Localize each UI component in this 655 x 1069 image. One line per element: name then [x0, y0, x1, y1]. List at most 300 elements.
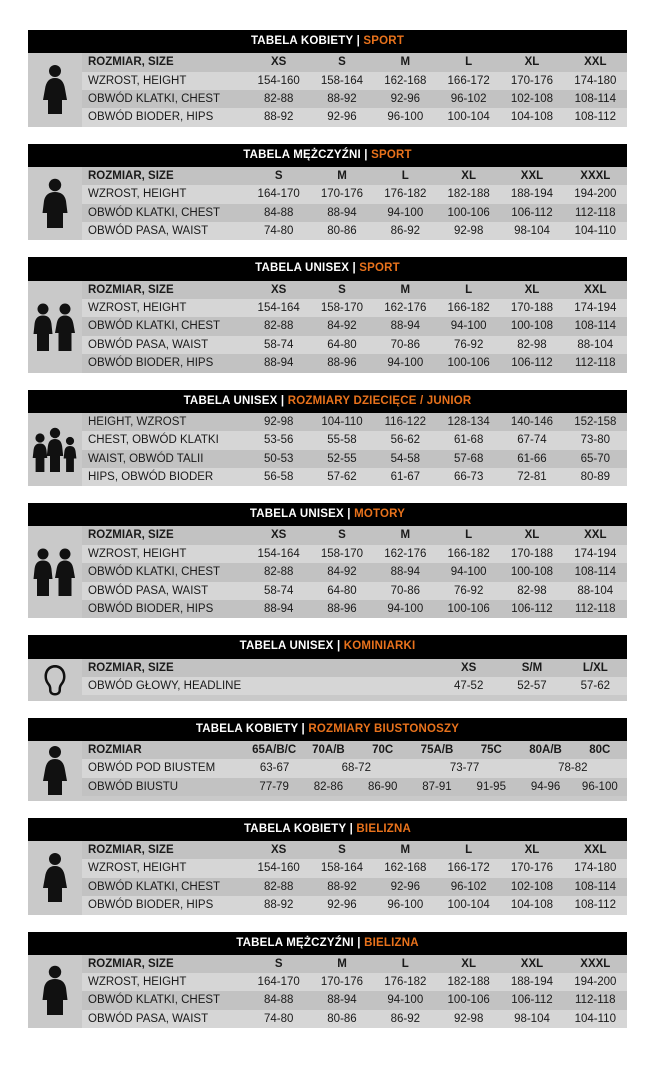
table-header-cell: XL [461, 169, 476, 182]
table-cell: 96-100 [581, 780, 618, 793]
table-title-accent: ROZMIARY DZIECIĘCE / JUNIOR [287, 394, 472, 407]
table-cell: 87-91 [422, 780, 452, 793]
table-row [82, 72, 627, 90]
table-cell: 84-88 [263, 994, 294, 1007]
table-cell: 73-77 [449, 762, 480, 775]
table-header-row [82, 526, 627, 544]
table-cell: 92-98 [263, 415, 294, 428]
table-cell: 106-112 [511, 994, 553, 1007]
table-title [28, 635, 627, 658]
table-cells [247, 431, 627, 449]
table-cell: 108-112 [574, 111, 616, 124]
table-header-cell: L [465, 529, 473, 542]
table-cell: 104-110 [574, 1012, 616, 1025]
table-body [28, 281, 627, 373]
table-cell: 174-180 [574, 862, 617, 875]
table-cell: 170-188 [510, 302, 554, 315]
table-row-label: OBWÓD KLATKI, CHEST [88, 206, 221, 219]
table-header-cell: S [274, 169, 283, 182]
table-cells [247, 185, 627, 203]
table-cell: 182-188 [447, 188, 490, 201]
table-header-cell: S/M [521, 661, 543, 674]
table-cells [247, 582, 627, 600]
table-cell: 108-114 [574, 92, 616, 105]
table-header-cell: XXL [584, 529, 607, 542]
table-rows [82, 841, 627, 915]
balaclava-icon [28, 659, 82, 701]
table-cell: 182-188 [447, 976, 490, 989]
table-row-label: OBWÓD GŁOWY, HEADLINE [88, 679, 242, 692]
table-row-label: OBWÓD KLATKI, CHEST [88, 566, 221, 579]
table-title-main: TABELA UNISEX [183, 394, 278, 407]
table-title-main: TABELA KOBIETY [195, 722, 299, 735]
table-header-cell: M [400, 844, 411, 856]
table-header-cell [310, 659, 373, 677]
table-row [82, 90, 627, 108]
table-cell: 88-94 [263, 602, 294, 615]
table-row-label: OBWÓD POD BIUSTEM [88, 762, 216, 775]
table-cell: 82-98 [517, 338, 547, 351]
table-cell: 100-104 [447, 899, 490, 912]
table-row [82, 878, 627, 896]
table-title-main: TABELA MĘŻCZYŹNI [243, 148, 361, 161]
table-title [28, 503, 627, 526]
size-table [28, 818, 627, 915]
table-cell: 91-95 [476, 780, 506, 793]
table-title-accent: BIELIZNA [356, 822, 412, 835]
table-cell: 80-89 [580, 470, 611, 483]
table-row [82, 896, 627, 914]
table-header-cell: L/XL [582, 661, 608, 674]
table-row [82, 859, 627, 877]
table-row [82, 222, 627, 240]
table-title [28, 718, 627, 741]
table-row-label: WZROST, HEIGHT [88, 74, 187, 87]
table-header-cell: 75C [480, 743, 502, 756]
table-row [82, 354, 627, 372]
table-rows [82, 659, 627, 701]
table-header-cell: XS [270, 844, 287, 856]
table-header-row [82, 53, 627, 71]
table-cell: 162-176 [384, 547, 427, 560]
table-cell: 164-170 [257, 188, 300, 201]
table-cell: 188-194 [510, 976, 554, 989]
table-cell: 176-182 [384, 188, 427, 201]
size-table [28, 30, 627, 127]
table-cell: 56-62 [390, 434, 421, 447]
table-cell: 72-81 [517, 470, 547, 483]
table-row-label: OBWÓD BIODER, HIPS [88, 899, 214, 912]
table-cell: 154-164 [257, 302, 300, 315]
table-header-cell: 65A/B/C [252, 743, 297, 756]
size-table [28, 932, 627, 1029]
table-cell: 64-80 [327, 584, 357, 597]
table-row-label: WZROST, HEIGHT [88, 188, 187, 201]
table-row [82, 299, 627, 317]
table-row [82, 204, 627, 222]
table-cell: 100-106 [447, 602, 490, 615]
table-title-separator: | [343, 508, 355, 521]
man-icon [28, 955, 82, 1029]
table-cells [247, 281, 627, 299]
table-body [28, 741, 627, 801]
table-cell: 61-66 [517, 452, 547, 465]
table-row [82, 108, 627, 126]
table-cell: 88-92 [263, 899, 294, 912]
table-cell: 170-176 [320, 976, 364, 989]
table-cell: 94-100 [387, 206, 424, 219]
table-cell: 92-96 [327, 899, 357, 912]
table-cell: 70-86 [390, 338, 421, 351]
table-title-accent: SPORT [363, 35, 405, 47]
table-cell: 57-68 [453, 452, 484, 465]
table-cell: 108-112 [574, 899, 616, 912]
table-cell: 78-82 [558, 762, 588, 775]
table-row-label: CHEST, OBWÓD KLATKI [88, 434, 219, 447]
table-header-cell: XXXL [580, 957, 611, 970]
table-cell: 112-118 [575, 357, 616, 370]
table-cell: 104-110 [574, 225, 616, 238]
table-cells [247, 659, 627, 677]
table-cell: 61-67 [390, 470, 421, 483]
table-cell: 53-56 [263, 434, 294, 447]
table-title [28, 390, 627, 413]
table-cells [247, 859, 627, 877]
table-cell: 55-58 [327, 434, 357, 447]
table-header-label: ROZMIAR, SIZE [88, 529, 174, 542]
table-cell: 162-168 [384, 862, 427, 875]
table-title [28, 30, 627, 53]
table-cell: 88-96 [327, 357, 357, 370]
table-cell: 65-70 [580, 452, 611, 465]
table-cells [247, 336, 627, 354]
table-row-label: OBWÓD BIODER, HIPS [88, 357, 214, 370]
table-header-label: ROZMIAR, SIZE [88, 169, 174, 182]
table-cell: 164-170 [257, 976, 300, 989]
table-cell: 61-68 [453, 434, 484, 447]
table-header-label: ROZMIAR, SIZE [88, 844, 174, 856]
table-cell: 73-80 [580, 434, 611, 447]
table-cell: 108-114 [574, 320, 616, 333]
table-cell: 102-108 [510, 880, 554, 893]
table-cell: 188-194 [510, 188, 554, 201]
kids-icon [28, 413, 82, 487]
table-body [28, 659, 627, 701]
table-cell: 96-102 [450, 92, 487, 105]
table-title [28, 257, 627, 280]
table-cells [247, 72, 627, 90]
table-cell: 166-172 [447, 862, 490, 875]
table-cell: 88-96 [327, 602, 357, 615]
table-cell: 96-100 [387, 111, 424, 124]
table-header-cell: M [400, 283, 411, 296]
table-row-label: OBWÓD PASA, WAIST [88, 1012, 209, 1025]
table-cell: 94-100 [387, 357, 424, 370]
table-cell [374, 677, 437, 695]
table-title-separator: | [353, 35, 364, 47]
table-cells [247, 167, 627, 185]
table-cells [247, 741, 627, 759]
table-cell: 106-112 [511, 357, 553, 370]
table-cell: 80-86 [327, 1012, 357, 1025]
table-cell: 80-86 [327, 225, 357, 238]
table-row [82, 600, 627, 618]
table-cell: 112-118 [575, 994, 616, 1007]
table-title-accent: SPORT [359, 262, 400, 275]
table-cell: 52-57 [517, 679, 547, 692]
table-cells [247, 108, 627, 126]
table-cell: 106-112 [511, 602, 553, 615]
table-cell: 88-104 [577, 584, 614, 597]
table-body [28, 53, 627, 127]
table-cell: 174-194 [574, 302, 617, 315]
table-header-cell: XL [524, 529, 540, 542]
table-cell: 176-182 [384, 976, 427, 989]
table-cell: 108-114 [574, 566, 616, 579]
table-cell: 94-96 [530, 780, 561, 793]
table-cell: 84-92 [327, 320, 357, 333]
table-cell: 74-80 [263, 1012, 294, 1025]
size-table [28, 718, 627, 801]
table-cell: 104-108 [510, 899, 554, 912]
table-cell: 82-98 [517, 584, 547, 597]
table-row-label: HEIGHT, WZROST [88, 415, 187, 428]
table-cell: 174-194 [574, 547, 617, 560]
table-header-cell: XXL [520, 957, 544, 970]
table-cells [247, 600, 627, 618]
table-header-row [82, 281, 627, 299]
table-cells [247, 204, 627, 222]
table-row-label: OBWÓD PASA, WAIST [88, 225, 209, 238]
table-cell: 108-114 [574, 880, 616, 893]
table-cell: 98-104 [514, 225, 550, 238]
table-header-cell: XL [524, 844, 540, 856]
table-cell: 58-74 [263, 338, 294, 351]
table-row-label: WZROST, HEIGHT [88, 302, 187, 315]
table-header-cell: S [338, 844, 346, 856]
table-cell: 194-200 [574, 188, 617, 201]
table-header-label: ROZMIAR, SIZE [88, 661, 174, 674]
table-cell: 82-86 [313, 780, 344, 793]
table-header-cell: XXL [584, 283, 607, 296]
table-header-label: ROZMIAR, SIZE [88, 56, 174, 69]
table-cell: 66-73 [453, 470, 484, 483]
size-table [28, 503, 627, 618]
woman-icon [28, 841, 82, 915]
table-row-label: OBWÓD BIODER, HIPS [88, 111, 214, 124]
table-cell: 92-98 [453, 1012, 484, 1025]
table-header-row [82, 659, 627, 677]
table-cell: 88-92 [327, 880, 357, 893]
table-cell: 88-94 [327, 206, 357, 219]
table-row [82, 413, 627, 431]
table-cells [247, 545, 627, 563]
table-header-cell: 75A/B [420, 743, 454, 756]
table-header-cell: XS [270, 283, 287, 296]
table-row-label: WZROST, HEIGHT [88, 976, 187, 989]
table-row-label: OBWÓD KLATKI, CHEST [88, 92, 221, 105]
table-cell: 140-146 [510, 415, 554, 428]
table-cells [247, 299, 627, 317]
table-row [82, 185, 627, 203]
table-row-label: OBWÓD KLATKI, CHEST [88, 880, 221, 893]
table-cell: 94-100 [387, 994, 424, 1007]
table-rows [82, 281, 627, 373]
table-header-cell: XL [524, 283, 540, 296]
table-row [82, 468, 627, 486]
table-header-cell: S [338, 529, 346, 542]
table-cell: 158-170 [320, 547, 364, 560]
table-header-cell: XXXL [580, 169, 611, 182]
table-cell: 194-200 [574, 976, 617, 989]
table-cell: 112-118 [575, 206, 616, 219]
table-cell: 88-104 [577, 338, 614, 351]
table-cell: 106-112 [511, 206, 553, 219]
table-cell: 68-72 [341, 762, 371, 775]
table-header-cell: XL [461, 957, 476, 970]
table-header-label: ROZMIAR, SIZE [88, 283, 174, 296]
table-cell: 100-106 [447, 357, 490, 370]
table-cells [247, 90, 627, 108]
table-row-label: WZROST, HEIGHT [88, 862, 187, 875]
table-header-cell: M [337, 957, 347, 970]
table-rows [82, 741, 627, 801]
table-cell: 88-94 [327, 994, 357, 1007]
table-cell: 84-88 [263, 206, 294, 219]
table-header-label: ROZMIAR, SIZE [88, 957, 174, 970]
table-row-label: WZROST, HEIGHT [88, 547, 187, 560]
table-cell: 82-88 [263, 880, 294, 893]
table-cell: 86-92 [390, 225, 421, 238]
table-cell [310, 677, 373, 695]
table-title-main: TABELA KOBIETY [250, 35, 354, 47]
table-cell: 52-55 [327, 452, 357, 465]
table-cell: 77-79 [259, 780, 289, 793]
table-row [82, 431, 627, 449]
table-cell: 88-94 [390, 320, 421, 333]
table-cell: 82-88 [263, 566, 294, 579]
table-cell: 102-108 [510, 92, 554, 105]
table-row [82, 778, 627, 796]
table-cell: 100-106 [447, 994, 490, 1007]
size-table [28, 144, 627, 241]
table-cell: 116-122 [384, 415, 426, 428]
table-rows [82, 526, 627, 618]
table-cell: 158-164 [320, 74, 364, 87]
table-title-separator: | [349, 262, 360, 275]
table-header-cell: L [465, 844, 473, 856]
table-cell: 104-108 [510, 111, 554, 124]
table-title-separator: | [360, 148, 372, 161]
table-title-separator: | [277, 394, 288, 407]
table-cell: 166-172 [447, 74, 490, 87]
table-cells [247, 973, 627, 991]
table-title-separator: | [298, 722, 309, 735]
table-cell: 64-80 [327, 338, 357, 351]
table-header-cell: XL [524, 56, 540, 69]
table-header-cell: XXL [584, 844, 607, 856]
table-title-accent: MOTORY [354, 508, 406, 521]
table-cell: 154-164 [257, 547, 300, 560]
table-cell: 158-164 [320, 862, 364, 875]
table-title-main: TABELA UNISEX [255, 262, 350, 275]
table-row-label: OBWÓD PASA, WAIST [88, 584, 209, 597]
table-row-label: HIPS, OBWÓD BIODER [88, 470, 214, 483]
table-title-separator: | [346, 822, 357, 835]
table-row [82, 336, 627, 354]
table-cell: 57-62 [580, 679, 611, 692]
table-row [82, 677, 627, 695]
table-cell: 76-92 [453, 338, 484, 351]
table-cell: 100-106 [447, 206, 490, 219]
table-cells [247, 526, 627, 544]
table-cell: 104-110 [321, 415, 363, 428]
table-row [82, 563, 627, 581]
table-cell [247, 677, 310, 695]
table-cells [247, 991, 627, 1009]
table-cell: 96-100 [387, 899, 424, 912]
table-title-accent: BIELIZNA [364, 936, 419, 949]
table-title [28, 818, 627, 841]
table-cell: 100-104 [447, 111, 490, 124]
table-header-row [82, 841, 627, 859]
table-header-cell: XXL [584, 56, 607, 69]
table-cell: 128-134 [447, 415, 490, 428]
table-cell: 58-74 [263, 584, 294, 597]
table-cell: 82-88 [263, 92, 294, 105]
unisex-icon [28, 526, 82, 618]
table-cell: 174-180 [574, 74, 617, 87]
table-cell: 86-90 [367, 780, 398, 793]
table-body [28, 841, 627, 915]
table-cell: 162-176 [384, 302, 427, 315]
table-header-cell: XXL [520, 169, 544, 182]
table-header-cell: L [401, 169, 409, 182]
table-cell: 50-53 [263, 452, 294, 465]
table-cell: 92-96 [327, 111, 357, 124]
table-header-cell: XS [270, 529, 287, 542]
table-cell: 94-100 [387, 602, 424, 615]
table-header-cell: L [401, 957, 409, 970]
table-cell: 98-104 [514, 1012, 550, 1025]
table-header-cell: L [465, 56, 473, 69]
table-title [28, 144, 627, 167]
table-title-main: TABELA UNISEX [249, 508, 344, 521]
table-header-cell: 80A/B [529, 743, 562, 756]
woman-icon [28, 741, 82, 801]
table-title-main: TABELA KOBIETY [243, 822, 347, 835]
table-cell: 154-160 [257, 862, 300, 875]
table-row-label: OBWÓD KLATKI, CHEST [88, 320, 221, 333]
table-cell: 158-170 [320, 302, 364, 315]
table-cell: 112-118 [575, 602, 616, 615]
table-cell: 170-176 [510, 862, 554, 875]
table-header-cell: S [338, 56, 346, 69]
table-row [82, 317, 627, 335]
table-cells [247, 468, 627, 486]
table-row [82, 545, 627, 563]
table-row [82, 582, 627, 600]
table-cell: 76-92 [453, 584, 484, 597]
table-header-cell: 70A/B [312, 743, 345, 756]
table-header-cell: L [465, 283, 473, 296]
table-title-main: TABELA UNISEX [239, 640, 334, 653]
table-cells [247, 53, 627, 71]
table-title [28, 932, 627, 955]
table-cell: 67-74 [517, 434, 547, 447]
table-cell: 94-100 [450, 320, 487, 333]
table-header-label: ROZMIAR [88, 743, 142, 756]
